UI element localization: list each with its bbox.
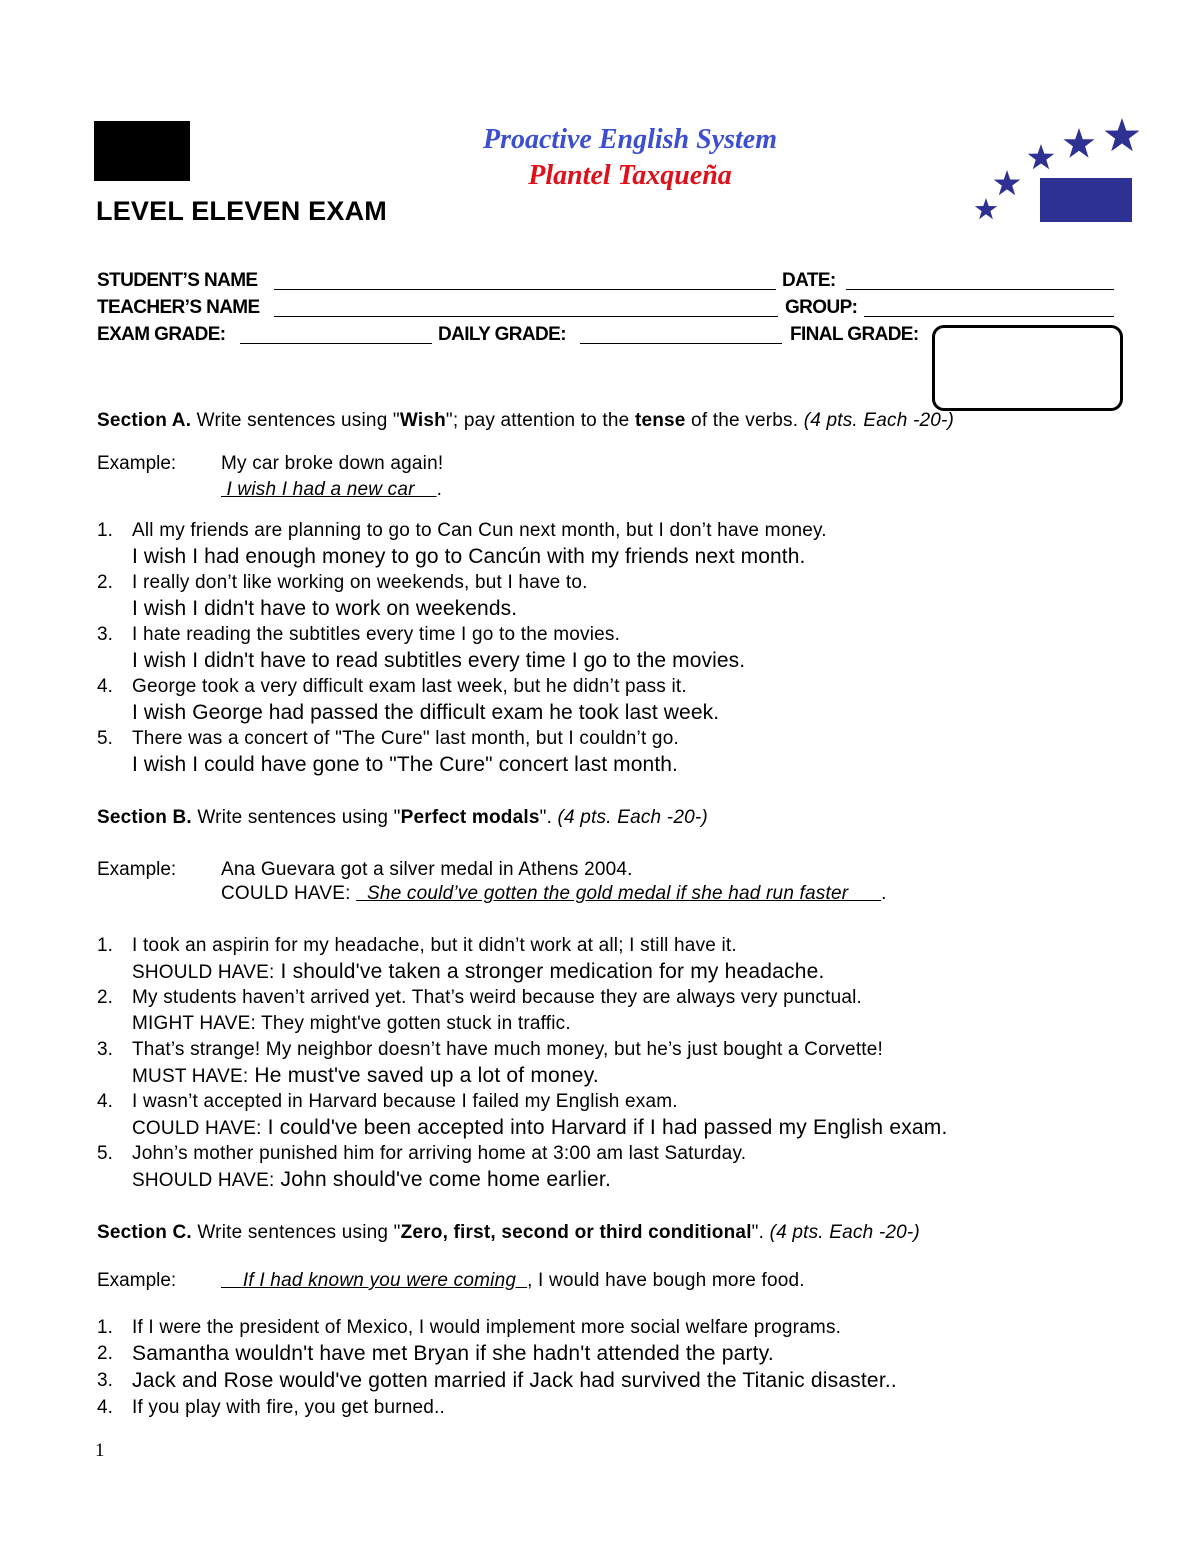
- section-a-prompt: I hate reading the subtitles every time I go to the movies.: [132, 624, 621, 645]
- section-c-answer: If I were the president of Mexico, I would implement more social welfare programs.: [132, 1317, 842, 1338]
- item-number: 3.: [97, 1370, 113, 1391]
- daily-grade-field[interactable]: [580, 343, 782, 344]
- section-b-prompt: John’s mother punished him for arriving home at 3:00 am last Saturday.: [132, 1143, 747, 1164]
- section-c-title: Section C. Write sentences using "Zero, first, second or third conditional". (4 pts. Each -20-): [97, 1222, 920, 1243]
- section-b-answer: SHOULD HAVE: I should've taken a stronger medication for my headache.: [132, 960, 825, 983]
- item-number: 2.: [97, 987, 113, 1008]
- section-b-title: Section B. Write sentences using "Perfect modals". (4 pts. Each -20-): [97, 807, 708, 828]
- item-number: 4.: [97, 1091, 113, 1112]
- star-icon: [1105, 118, 1140, 151]
- star-icon: [1063, 128, 1094, 158]
- final-grade-label: FINAL GRADE:: [790, 324, 919, 345]
- star-icon: [975, 198, 997, 219]
- item-number: 1.: [97, 1317, 113, 1338]
- teacher-name-label: TEACHER’S NAME: [97, 297, 260, 318]
- exam-title: LEVEL ELEVEN EXAM: [96, 196, 387, 226]
- date-label: DATE:: [782, 270, 836, 291]
- item-number: 3.: [97, 1039, 113, 1060]
- student-name-label: STUDENT’S NAME: [97, 270, 258, 291]
- item-number: 1.: [97, 520, 113, 541]
- stars-logo-icon: [968, 112, 1148, 228]
- blue-bar-icon: [1040, 178, 1132, 222]
- section-b-prompt: That’s strange! My neighbor doesn’t have much money, but he’s just bought a Corvette!: [132, 1039, 884, 1060]
- section-b-answer: COULD HAVE: I could've been accepted into Harvard if I had passed my English exam.: [132, 1116, 948, 1139]
- exam-grade-field[interactable]: [240, 343, 432, 344]
- section-c-example-answer: If I had known you were coming , I would have bough more food.: [221, 1270, 805, 1291]
- section-c-answer: Jack and Rose would've gotten married if Jack had survived the Titanic disaster..: [132, 1369, 897, 1392]
- school-name: Proactive English System: [483, 124, 777, 155]
- section-a-example-prompt: My car broke down again!: [221, 453, 444, 474]
- section-c-answer: Samantha wouldn't have met Bryan if she hadn't attended the party.: [132, 1342, 774, 1365]
- section-b-answer: MIGHT HAVE: They might've gotten stuck in traffic.: [132, 1013, 571, 1034]
- section-a-prompt: All my friends are planning to go to Can Cun next month, but I don’t have money.: [132, 520, 827, 541]
- section-a-example-label: Example:: [97, 453, 177, 474]
- section-a-answer: I wish I had enough money to go to Cancún with my friends next month.: [132, 545, 806, 568]
- exam-grade-label: EXAM GRADE:: [97, 324, 226, 345]
- section-b-example-answer: COULD HAVE: She could’ve gotten the gold medal if she had run faster .: [221, 883, 887, 904]
- section-a-prompt: George took a very difficult exam last week, but he didn’t pass it.: [132, 676, 687, 697]
- teacher-name-field[interactable]: [274, 316, 778, 317]
- student-name-field[interactable]: [274, 289, 776, 290]
- section-a-example-answer: I wish I had a new car .: [221, 479, 443, 500]
- item-number: 4.: [97, 676, 113, 697]
- item-number: 3.: [97, 624, 113, 645]
- item-number: 5.: [97, 1143, 113, 1164]
- section-a-answer: I wish I didn't have to read subtitles every time I go to the movies.: [132, 649, 746, 672]
- item-number: 4.: [97, 1397, 113, 1418]
- group-label: GROUP:: [785, 297, 858, 318]
- black-logo-block: [94, 121, 190, 181]
- section-b-answer: MUST HAVE: He must've saved up a lot of money.: [132, 1064, 599, 1087]
- item-number: 2.: [97, 572, 113, 593]
- star-icon: [1028, 144, 1055, 169]
- section-b-example-label: Example:: [97, 859, 177, 880]
- item-number: 5.: [97, 728, 113, 749]
- item-number: 2.: [97, 1343, 113, 1364]
- date-field[interactable]: [846, 289, 1114, 290]
- section-a-answer: I wish I could have gone to "The Cure" concert last month.: [132, 753, 678, 776]
- final-grade-box[interactable]: [932, 325, 1123, 411]
- section-b-prompt: My students haven’t arrived yet. That’s weird because they are always very punctual.: [132, 987, 863, 1008]
- group-field[interactable]: [864, 316, 1114, 317]
- section-a-answer: I wish George had passed the difficult exam he took last week.: [132, 701, 720, 724]
- star-icon: [994, 170, 1021, 195]
- section-b-prompt: I took an aspirin for my headache, but it didn’t work at all; I still have it.: [132, 935, 737, 956]
- section-b-prompt: I wasn’t accepted in Harvard because I failed my English exam.: [132, 1091, 678, 1112]
- campus-name: Plantel Taxqueña: [528, 160, 732, 191]
- daily-grade-label: DAILY GRADE:: [438, 324, 566, 345]
- page-number: 1: [95, 1440, 105, 1461]
- section-a-title: Section A. Write sentences using "Wish"; pay attention to the tense of the verbs. (4 pts. Each -20-): [97, 410, 955, 431]
- section-a-prompt: There was a concert of "The Cure" last month, but I couldn’t go.: [132, 728, 679, 749]
- section-b-example-prompt: Ana Guevara got a silver medal in Athens 2004.: [221, 859, 633, 880]
- section-a-prompt: I really don’t like working on weekends, but I have to.: [132, 572, 588, 593]
- section-a-answer: I wish I didn't have to work on weekends.: [132, 597, 518, 620]
- item-number: 1.: [97, 935, 113, 956]
- section-c-example-label: Example:: [97, 1270, 177, 1291]
- section-c-answer: If you play with fire, you get burned..: [132, 1397, 446, 1418]
- section-b-answer: SHOULD HAVE: John should've come home earlier.: [132, 1168, 611, 1191]
